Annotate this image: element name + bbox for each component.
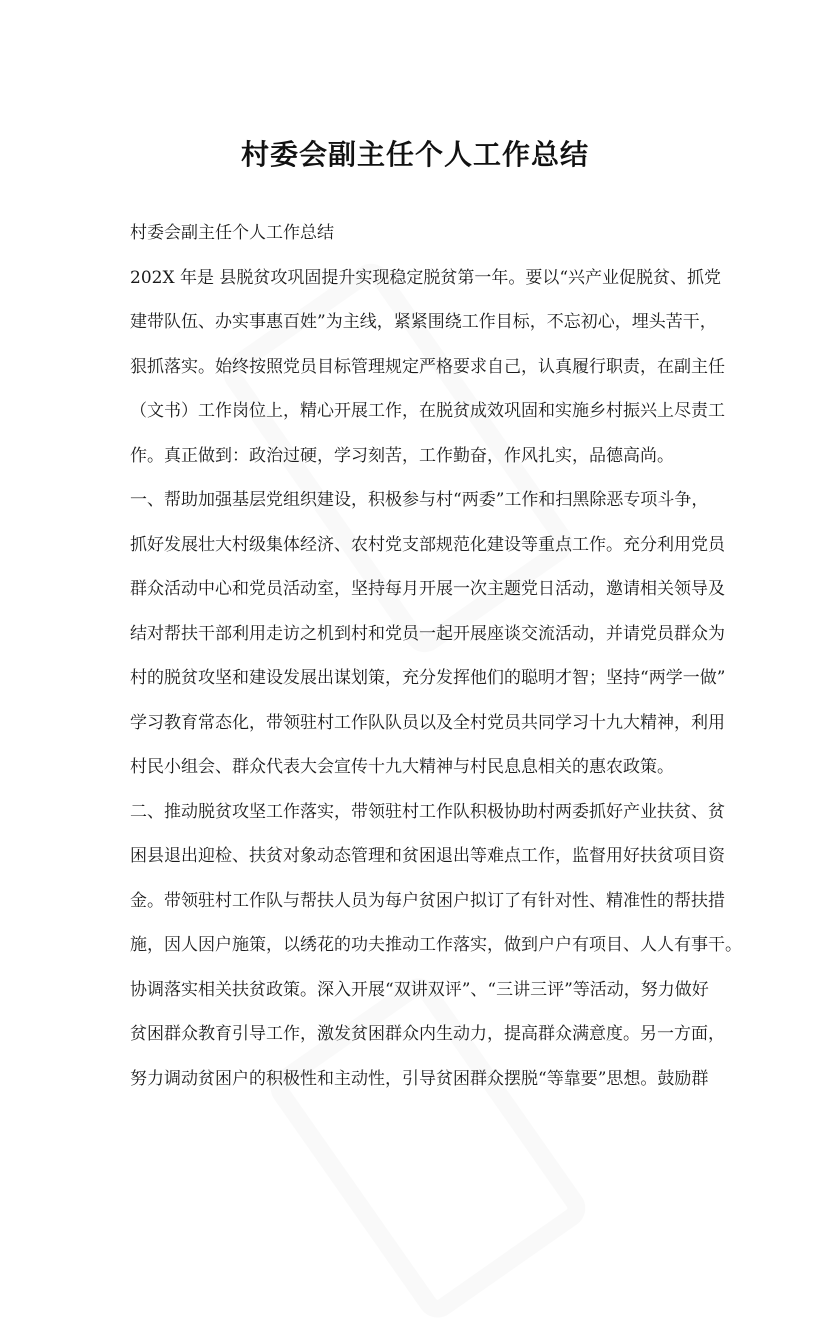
paragraph: [130, 486, 726, 798]
document-title: 村委会副主任个人工作总结: [240, 137, 589, 171]
text-line: 金。带领驻村工作队与帮扶人员为每户贫困户拟订了有针对性、精准性的帮扶措: [130, 890, 725, 911]
text-line: 群众活动中心和党员活动室，坚持每月开展一次主题党日活动，邀请相关领导及: [130, 579, 725, 599]
text-line: 村的脱贫攻坚和建设发展出谋划策，充分发挥他们的聪明才智；坚持“两学一做”: [130, 668, 726, 688]
text-line: 建带队伍、办实事惠百姓”为主线，紧紧围绕工作目标，不忘初心，埋头苦干，: [130, 312, 717, 332]
paragraph: [130, 264, 725, 487]
text-line: 结对帮扶干部利用走访之机到村和党员一起开展座谈交流活动，并请党员群众为: [130, 623, 725, 644]
text-line: 作。真正做到：政治过硬，学习刻苦，工作勤奋，作风扎实，品德高尚。: [130, 445, 674, 466]
document-subtitle: [130, 219, 702, 264]
text-line: 二、推动脱贫攻坚工作落实，带领驻村工作队积极协助村两委抓好产业扶贫、贫: [130, 801, 725, 822]
text-line: 抓好发展壮大村级集体经济、农村党支部规范化建设等重点工作。充分利用党员: [130, 534, 725, 555]
text-line: 一、帮助加强基层党组织建设，积极参与村“两委”工作和扫黑除恶专项斗争，: [130, 490, 709, 510]
text-line: 努力调动贫困户的积极性和主动性，引导贫困群众摆脱“等靠要”思想。鼓励群: [130, 1068, 709, 1089]
text-line: 狠抓落实。始终按照党员目标管理规定严格要求自己，认真履行职责，在副主任: [130, 356, 725, 377]
text-line: 学习教育常态化，带领驻村工作队队员以及全村党员共同学习十九大精神，利用: [130, 712, 725, 733]
text-line: 202X 年是 县脱贫攻巩固提升实现稳定脱贫第一年。要以“兴产业促脱贫、抓党: [130, 267, 722, 288]
text-line: 村委会副主任个人工作总结: [130, 223, 334, 243]
text-line: 施，因人因户施策，以绣花的功夫推动工作落实，做到户户有项目、人人有事干。: [130, 935, 742, 955]
text-line: 协调落实相关扶贫政策。深入开展“双讲双评”、“三讲三评”等活动，努力做好: [130, 979, 709, 1000]
text-line: 困县退出迎检、扶贫对象动态管理和贫困退出等难点工作，监督用好扶贫项目资: [130, 846, 725, 866]
paragraph: [130, 798, 742, 1110]
text-line: 贫困群众教育引导工作，激发贫困群众内生动力，提高群众满意度。另一方面，: [130, 1024, 725, 1044]
document-body: [130, 219, 742, 1109]
text-line: （文书）工作岗位上，精心开展工作，在脱贫成效巩固和实施乡村振兴上尽责工: [130, 401, 725, 421]
text-line: 村民小组会、群众代表大会宣传十九大精神与村民息息相关的惠农政策。: [130, 757, 674, 777]
